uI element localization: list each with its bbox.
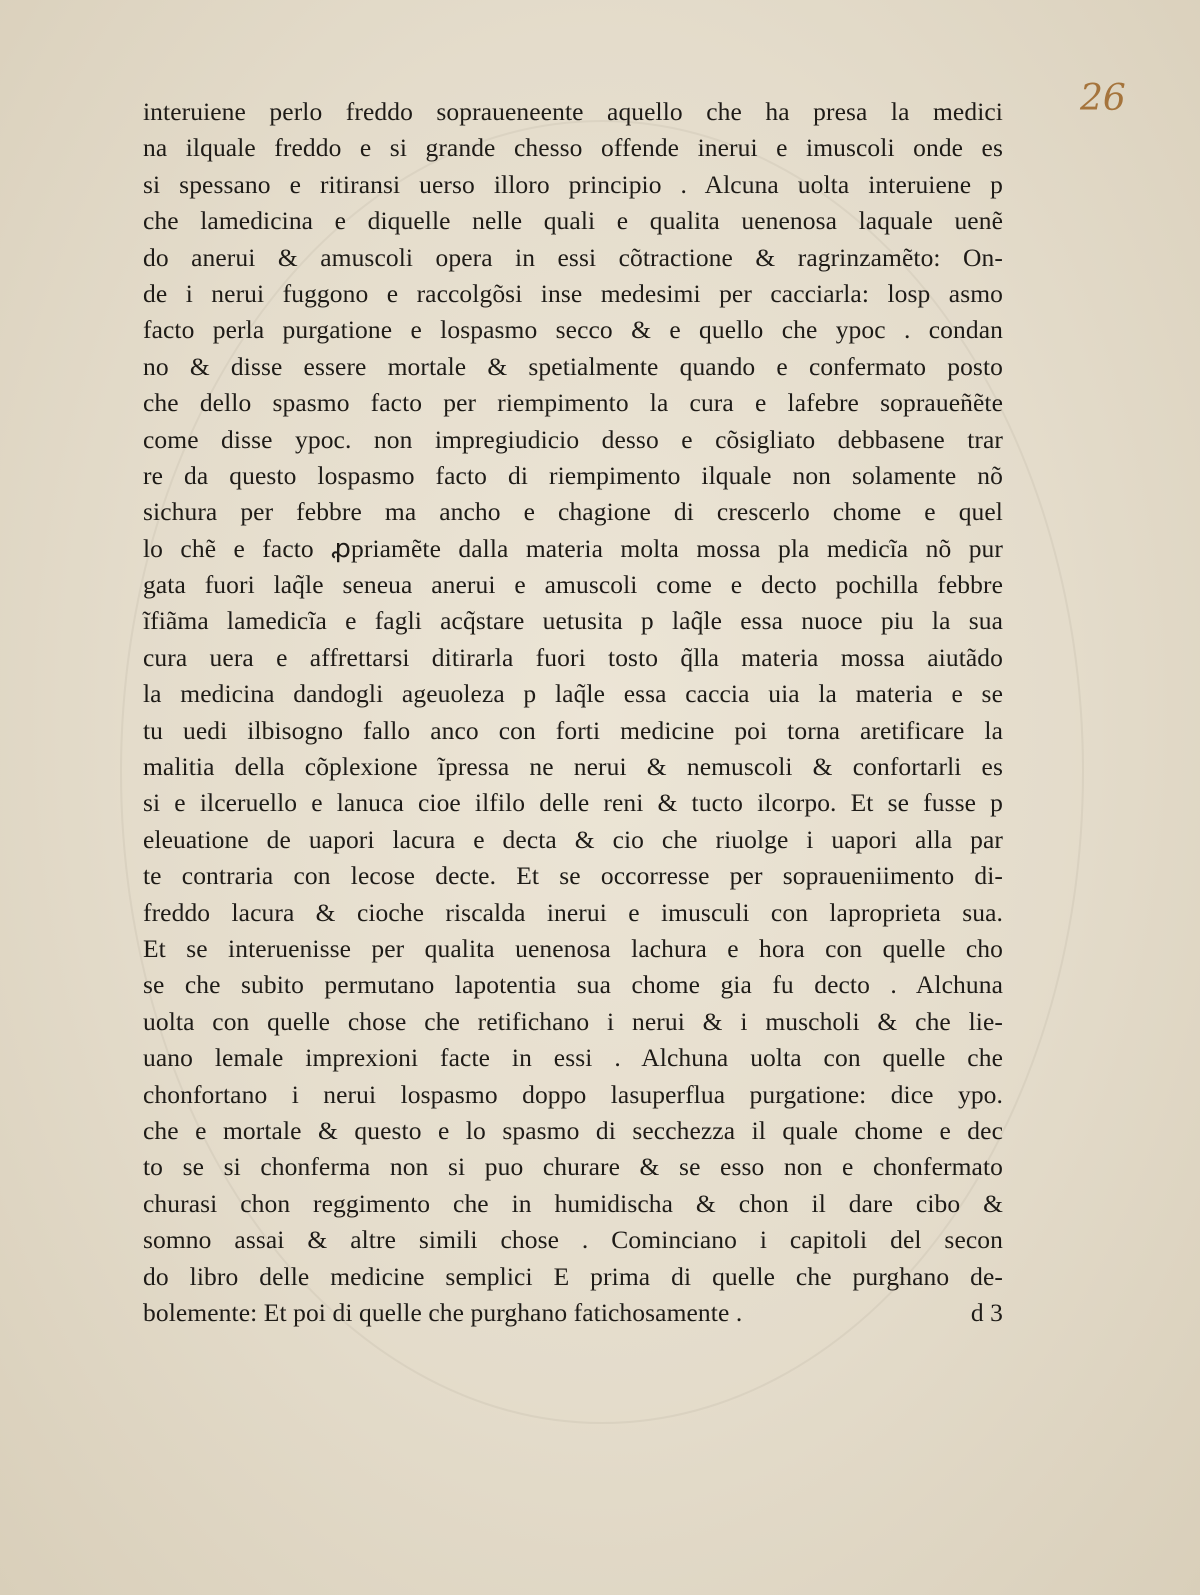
text-line: eleuatione de uapori lacura e decta & cio che riuolge i uapori alla par [143,824,1003,854]
folio-number: 26 [1080,78,1126,119]
text-line: na ilquale freddo e si grande chesso offende inerui e imuscoli onde es [143,133,1003,163]
text-line: do anerui & amuscoli opera in essi cõtractione & ragrinzamẽto: On- [143,242,1003,272]
text-line: lo chẽ e facto ꝓpriamẽte dalla materia molta mossa pla medicĩa nõ pur [143,533,1003,563]
text-line: te contraria con lecose decte. Et se occorresse per sopraueniimento di- [143,861,1003,891]
text-line: no & disse essere mortale & spetialmente quando e confermato posto [143,351,1003,381]
text-line: cura uera e affrettarsi ditirarla fuori tosto q̃lla materia mossa aiutãdo [143,642,1003,672]
text-line-last [143,1295,1003,1331]
text-line: gata fuori laq̃le seneua anerui e amuscoli come e decto pochilla febbre [143,570,1003,600]
text-line: chonfortano i nerui lospasmo doppo lasuperflua purgatione: dice ypo. [143,1079,1003,1109]
text-line: somno assai & altre simili chose . Cominciano i capitoli del secon [143,1225,1003,1255]
text-line: la medicina dandogli ageuoleza p laq̃le essa caccia uia la materia e se [143,679,1003,709]
text-line: do libro delle medicine semplici E prima di quelle che purghano de- [143,1261,1003,1291]
text-line: che lamedicina e diquelle nelle quali e qualita uenenosa laquale uenẽ [143,206,1003,236]
text-line: bolemente: Et poi di quelle che purghano fatichosamente . [143,1297,743,1327]
text-line: ĩfiãma lamedicĩa e fagli acq̃stare uetusita p laq̃le essa nuoce piu la sua [143,606,1003,636]
text-line: Et se interuenisse per qualita uenenosa lachura e hora con quelle cho [143,933,1003,963]
text-line: interuiene perlo freddo sopraueneente aquello che ha presa la medici [143,97,1003,126]
text-block [143,94,1003,1331]
text-line: to se si chonferma non si puo churare & se esso non e chonfermato [143,1152,1003,1182]
text-line: churasi chon reggimento che in humidischa & chon il dare cibo & [143,1188,1003,1218]
text-line: malitia della cõplexione ĩpressa ne nerui & nemuscoli & confortarli es [143,752,1003,782]
text-line: come disse ypoc. non impregiudicio desso e cõsigliato debbasene trar [143,424,1003,454]
text-line: de i nerui fuggono e raccolgõsi inse medesimi per cacciarla: losp asmo [143,278,1003,308]
text-line: re da questo lospasmo facto di riempimento ilquale non solamente nõ [143,460,1003,490]
text-line: tu uedi ilbisogno fallo anco con forti medicine poi torna aretificare la [143,715,1003,745]
text-line: si e ilceruello e lanuca cioe ilfilo delle reni & tucto ilcorpo. Et se fusse p [143,788,1003,818]
text-line: freddo lacura & cioche riscalda inerui e imusculi con laproprieta sua. [143,897,1003,927]
text-line: che dello spasmo facto per riempimento la cura e lafebre sopraueñẽte [143,388,1003,418]
text-line: uolta con quelle chose che retifichano i nerui & i muscholi & che lie- [143,1006,1003,1036]
text-line: si spessano e ritiransi uerso illoro principio . Alcuna uolta interuiene p [143,169,1003,199]
text-line: sichura per febbre ma ancho e chagione di crescerlo chome e quel [143,497,1003,527]
text-line: facto perla purgatione e lospasmo secco & e quello che ypoc . condan [143,315,1003,345]
text-line: se che subito permutano lapotentia sua chome gia fu decto . Alchuna [143,970,1003,1000]
text-line: che e mortale & questo e lo spasmo di secchezza il quale chome e dec [143,1115,1003,1145]
signature-mark: d 3 [970,1297,1003,1327]
text-line: uano lemale imprexioni facte in essi . Alchuna uolta con quelle che [143,1043,1003,1073]
